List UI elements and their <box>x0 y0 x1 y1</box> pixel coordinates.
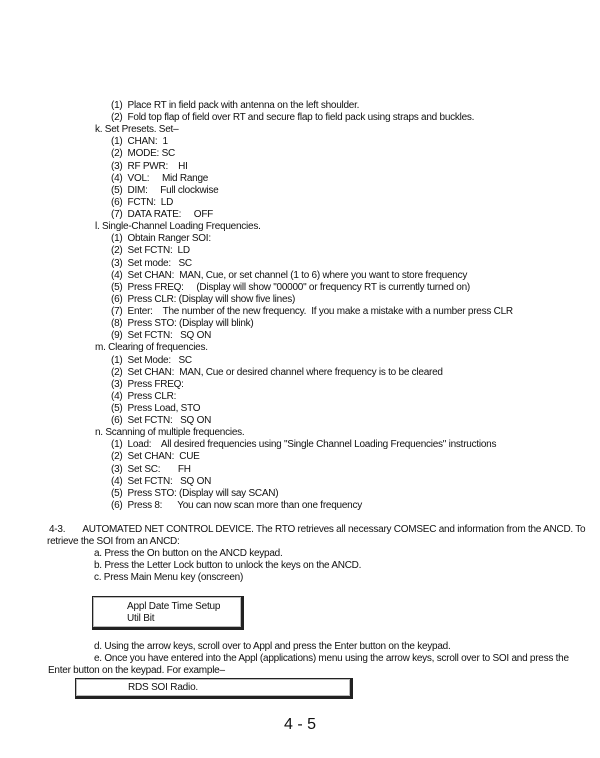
step-item: (2) Set CHAN: MAN, Cue or desired channel where frequency is to be cleared <box>111 366 443 378</box>
step-item: (8) Press STO: (Display will blink) <box>111 318 254 330</box>
step-item: (5) Press STO: (Display will say SCAN) <box>111 487 279 499</box>
step-item: (5) Press Load, STO <box>111 403 201 414</box>
step-a: a. Press the On button on the ANCD keypad. <box>94 548 283 559</box>
step-item: (2) Set CHAN: CUE <box>111 451 200 463</box>
step-item: (1) CHAN: 1 <box>111 136 168 148</box>
step-b: b. Press the Letter Lock button to unlock the keys on the ANCD. <box>94 560 362 571</box>
step-heading: m. Clearing of frequencies. <box>95 342 208 354</box>
step-item: (1) Place RT in field pack with antenna on the left shoulder. <box>111 100 360 111</box>
step-item: (5) Press FREQ: (Display will show "00000" or frequency RT is currently turned on) <box>111 281 471 293</box>
step-item: (2) MODE: SC <box>111 148 175 160</box>
display-line: Util Bit <box>127 613 155 624</box>
step-item: (4) Press CLR: <box>111 390 177 402</box>
step-item: (4) Set FCTN: SQ ON <box>111 475 212 487</box>
step-item: (6) Press 8: You can now scan more than one frequency <box>111 499 362 511</box>
display-line: RDS SOI Radio. <box>128 682 199 693</box>
step-item: (6) FCTN: LD <box>111 196 174 208</box>
screen-display-main-menu <box>92 596 244 630</box>
step-item: (3) Press FREQ: <box>111 378 184 390</box>
step-e-continued: Enter button on the keypad. For example– <box>48 665 225 676</box>
step-item: (4) Set CHAN: MAN, Cue, or set channel (1 to 6) where you want to store frequency <box>111 269 468 281</box>
step-item: (6) Set FCTN: SQ ON <box>111 415 212 427</box>
section-heading: 4-3. AUTOMATED NET CONTROL DEVICE. The RTO retrieves all necessary COMSEC and information from the ANCD. To <box>49 524 586 535</box>
step-item: (2) Set FCTN: LD <box>111 245 190 257</box>
step-item: (3) RF PWR: HI <box>111 160 188 172</box>
step-item: (7) DATA RATE: OFF <box>111 209 214 221</box>
screen-display-soi <box>75 678 353 699</box>
step-item: (1) Load: All desired frequencies using "Single Channel Loading Frequencies" instructions <box>111 439 497 451</box>
step-item: (1) Obtain Ranger SOI: <box>111 233 211 245</box>
section-text: retrieve the SOI from an ANCD: <box>47 536 180 547</box>
display-line: Appl Date Time Setup <box>127 601 221 612</box>
step-heading: n. Scanning of multiple frequencies. <box>95 427 245 439</box>
step-item: (1) Set Mode: SC <box>111 354 192 366</box>
page-number: 4 - 5 <box>283 716 316 733</box>
step-d: d. Using the arrow keys, scroll over to Appl and press the Enter button on the keypad. <box>94 641 451 652</box>
step-item: (7) Enter: The number of the new frequency. If you make a mistake with a number press CLR <box>111 306 513 318</box>
step-e: e. Once you have entered into the Appl (applications) menu using the arrow keys, scroll over to SOI and press the <box>94 653 569 664</box>
step-c: c. Press Main Menu key (onscreen) <box>94 572 244 583</box>
step-item: (2) Fold top flap of field over RT and secure flap to field pack using straps and buckles. <box>111 112 475 124</box>
step-item: (5) DIM: Full clockwise <box>111 184 219 196</box>
step-heading: l. Single-Channel Loading Frequencies. <box>95 221 261 233</box>
step-item: (3) Set SC: FH <box>111 463 191 475</box>
step-item: (3) Set mode: SC <box>111 257 192 269</box>
step-item: (9) Set FCTN: SQ ON <box>111 330 212 342</box>
step-item: (6) Press CLR: (Display will show five lines) <box>111 293 296 305</box>
step-item: (4) VOL: Mid Range <box>111 172 209 184</box>
step-heading: k. Set Presets. Set– <box>95 124 179 136</box>
